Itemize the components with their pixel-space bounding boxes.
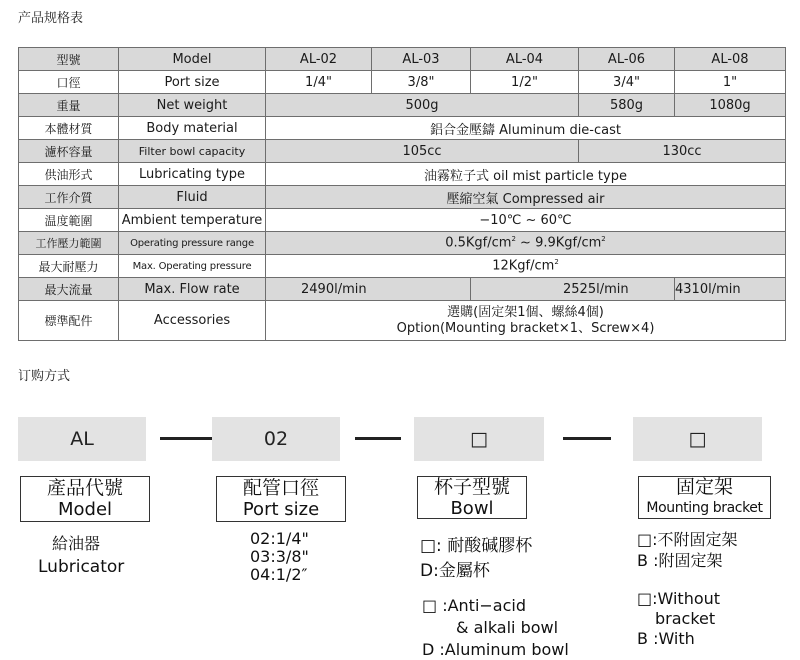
row-operating-pressure-range [19,232,786,255]
cell-label-en: Max. Flow rate [119,278,266,301]
row-net-weight [19,94,786,117]
cell-value: AL-02 [266,48,372,71]
cell-value: 3/8" [372,71,471,94]
cell-label-cn: 温度範圍 [19,209,119,232]
row-max-pressure [19,255,786,278]
cell-value: 105cc [266,140,579,163]
bowl-option-en: D :Aluminum bowl [422,640,569,659]
bracket-option-en: bracket [655,609,716,628]
cell-value: 2525l/min [471,278,675,301]
cell-value: 油霧粒子式 oil mist particle type [266,163,786,186]
row-max-flow-rate [19,278,786,301]
cell-label-cn: 最大耐壓力 [19,255,119,278]
cell-value: 1080g [675,94,786,117]
port-option: 02:1/4" [250,529,309,548]
cell-label-cn: 工作介質 [19,186,119,209]
cell-label-en: Fluid [119,186,266,209]
bowl-option-cn: □: 耐酸碱膠杯 [420,536,533,556]
bracket-option-cn: B :附固定架 [637,551,723,570]
port-option: 04:1/2″ [250,565,308,584]
code-box-port: 02 [212,417,340,461]
label-box-bowl: 杯子型號 Bowl [417,476,527,519]
cell-label-en: Max. Operating pressure [119,255,266,278]
cell-value: −10℃ ~ 60℃ [266,209,786,232]
cell-value: 鋁合金壓鑄 Aluminum die-cast [266,117,786,140]
cell-label-cn: 口徑 [19,71,119,94]
bracket-option-cn: □:不附固定架 [637,530,738,549]
cell-label-cn: 供油形式 [19,163,119,186]
cell-value: 1" [675,71,786,94]
row-ambient-temperature [19,209,786,232]
cell-value: AL-03 [372,48,471,71]
order-heading: 订购方式 [18,369,71,384]
row-port-size [19,71,786,94]
row-accessories [19,301,786,341]
cell-label-en: Net weight [119,94,266,117]
cell-value: AL-06 [579,48,675,71]
cell-label-en: Operating pressure range [119,232,266,255]
cell-label-cn: 標準配件 [19,301,119,341]
dash-separator [563,437,611,440]
cell-value: 1/4" [266,71,372,94]
cell-value: 選購(固定架1個、螺絲4個) Option(Mounting bracket×1、Screw×4) [266,301,786,341]
row-bowl-capacity [19,140,786,163]
cell-label-en: Lubricating type [119,163,266,186]
cell-value: $0.5Kgf/cm^2$ ~ $9.9Kgf/cm^2$ [266,232,786,255]
cell-label-en: Port size [119,71,266,94]
row-model [19,48,786,71]
spec-table [18,47,786,341]
bracket-option-en: □:Without [637,589,721,608]
cell-label-cn: 工作壓力範圍 [19,232,119,255]
cell-value: $12Kgf/cm^2$ [266,255,786,278]
cell-value: 3/4" [579,71,675,94]
label-box-model: 產品代號 Model [20,476,150,522]
port-option: 03:3/8" [250,547,309,566]
cell-value: 130cc [579,140,786,163]
bracket-option-en: B :With [637,629,695,648]
code-box-bracket: □ [633,417,762,461]
cell-label-en: Filter bowl capacity [119,140,266,163]
bowl-option-cn: D:金屬杯 [420,561,490,581]
code-box-model: AL [18,417,146,461]
model-desc-en: Lubricator [38,557,125,577]
model-desc-cn: 給油器 [52,534,101,553]
cell-value: 500g [266,94,579,117]
row-fluid [19,186,786,209]
cell-label-cn: 本體材質 [19,117,119,140]
cell-value: 壓縮空氣 Compressed air [266,186,786,209]
cell-label-en: Body material [119,117,266,140]
cell-label-cn: 重量 [19,94,119,117]
cell-value: 580g [579,94,675,117]
cell-label-cn: 型號 [19,48,119,71]
spec-table-heading: 产品规格表 [18,11,84,26]
cell-label-cn: 濾杯容量 [19,140,119,163]
cell-label-en: Model [119,48,266,71]
cell-value: 4310l/min [675,278,786,301]
dash-separator [160,437,212,440]
dash-separator [355,437,401,440]
cell-value: 2490l/min [266,278,471,301]
code-box-bowl: □ [414,417,544,461]
row-lubricating-type [19,163,786,186]
label-box-port: 配管口徑 Port size [216,476,346,522]
label-box-bracket: 固定架 Mounting bracket [638,476,771,519]
bowl-option-en: & alkali bowl [456,618,559,637]
bowl-option-en: □ :Anti−acid [422,596,527,615]
cell-value: 1/2" [471,71,579,94]
cell-value: AL-04 [471,48,579,71]
cell-label-en: Accessories [119,301,266,341]
cell-label-cn: 最大流量 [19,278,119,301]
cell-value: AL-08 [675,48,786,71]
row-body-material [19,117,786,140]
cell-label-en: Ambient temperature [119,209,266,232]
